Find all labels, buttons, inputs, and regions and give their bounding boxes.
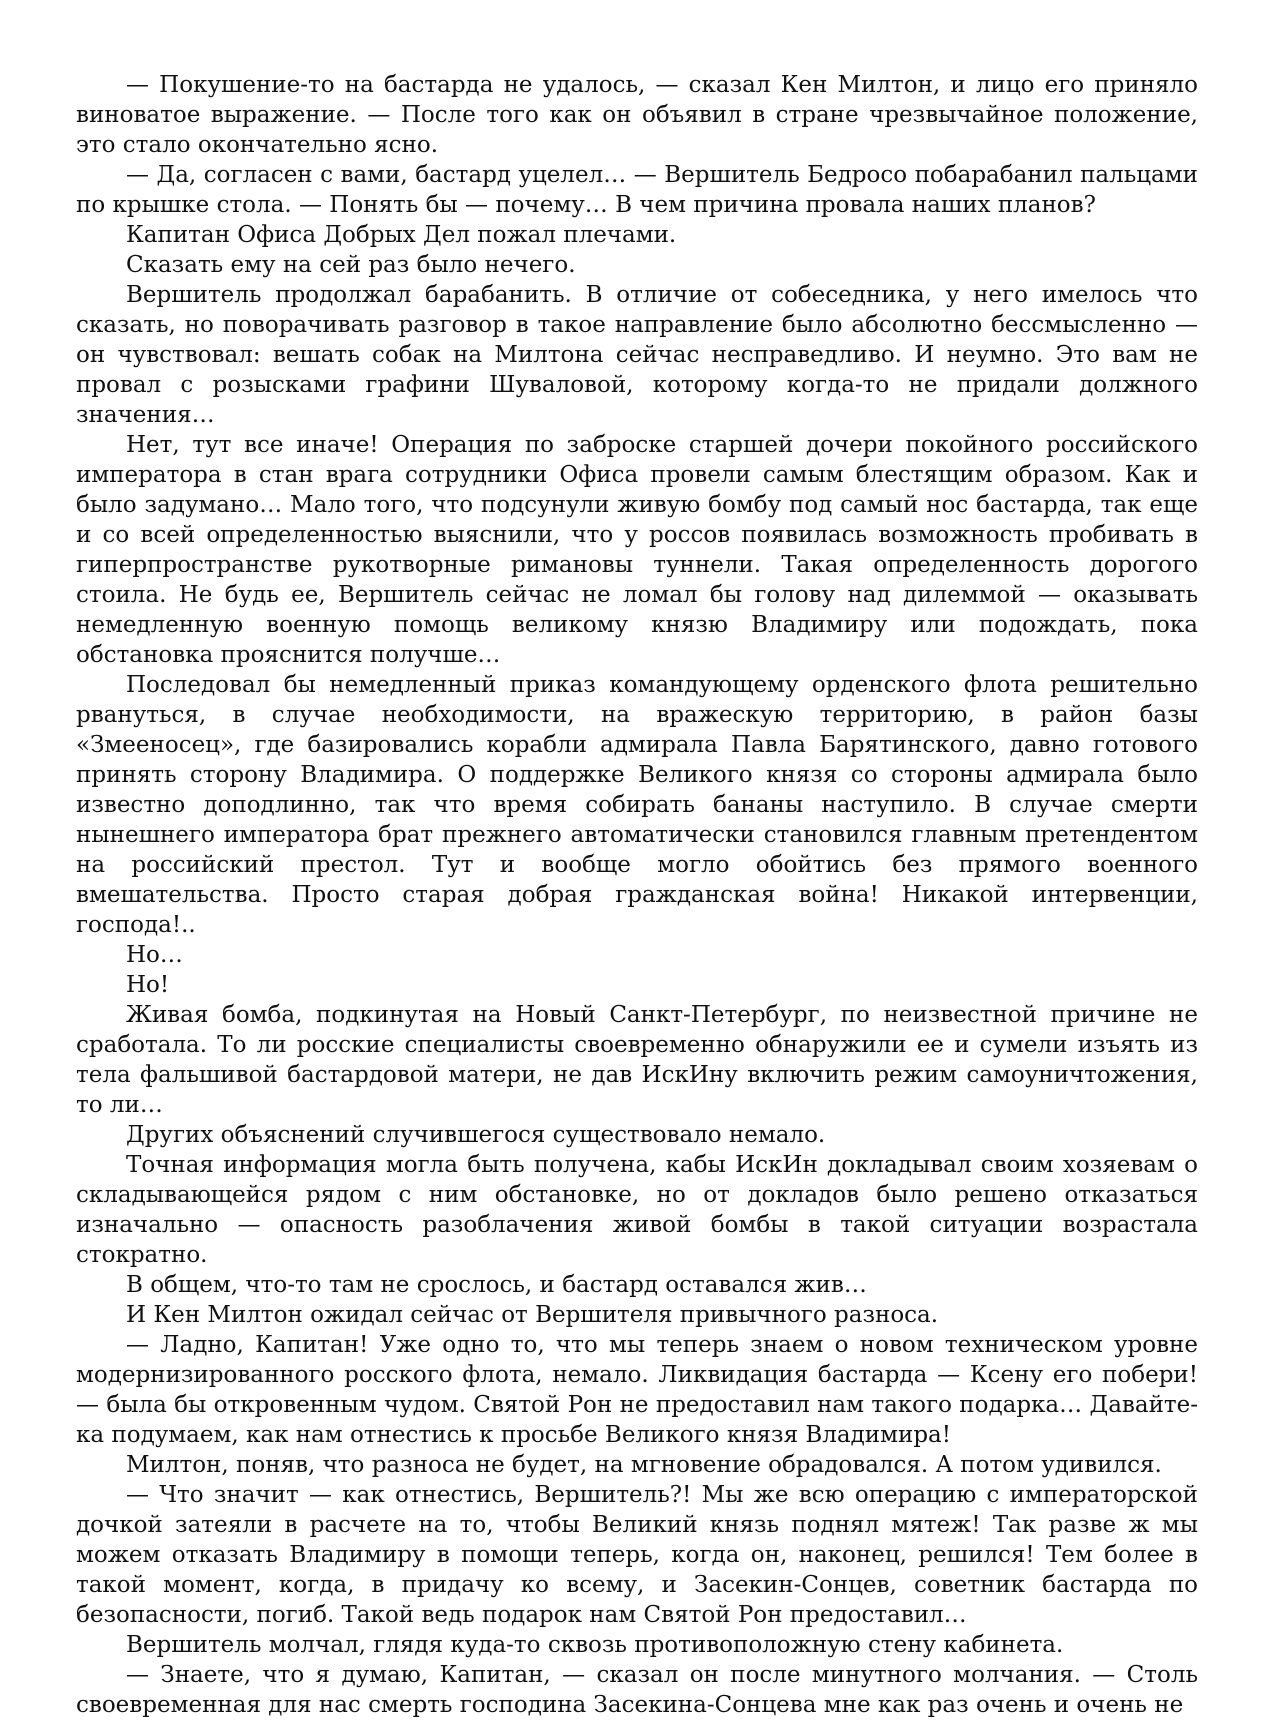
paragraph: Вершитель продолжал барабанить. В отличие от собеседника, у него имелось что сказать, но поворачивать разговор в такое направление было абсолютно бессмысленно — он чувствовал: вешать собак на Милтона сейчас несправедливо. И неумно. Это вам не провал с розысками графини Шуваловой, которому когда-то не придали должного значения… — [76, 282, 1198, 428]
paragraph: Сказать ему на сей раз было нечего. — [126, 252, 576, 278]
paragraph: Последовал бы немедленный приказ командующему орденского флота решительно рвануться, в случае необходимости, на вражескую территорию, в район базы «Змееносец», где базировались корабли адмирала Павла Барятинского, давно готового принять сторону Владимира. О поддержке Великого князя со стороны адмирала было известно доподлинно, так что время собирать бананы наступило. В случае смерти нынешнего императора брат прежнего автоматически становился главным претендентом на российский престол. Тут и вообще могло обойтись без прямого военного вмешательства. Просто старая добрая гражданская война! Никакой интервенции, господа!.. — [76, 672, 1198, 938]
paragraph: Милтон, поняв, что разноса не будет, на мгновение обрадовался. А потом удивился. — [126, 1452, 1162, 1478]
paragraph: — Что значит — как отнестись, Вершитель?! Мы же всю операцию с императорской дочкой затеяли в расчете на то, чтобы Великий князь поднял мятеж! Так разве ж мы можем отказать Владимиру в помощи теперь, когда он, наконец, решился! Тем более в такой момент, когда, в придачу ко всему, и Засекин-Сонцев, советник бастарда по безопасности, погиб. Такой ведь подарок нам Святой Рон предоставил… — [76, 1482, 1198, 1628]
paragraph: Других объяснений случившегося существовало немало. — [126, 1122, 826, 1148]
paragraph: Точная информация могла быть получена, кабы ИскИн докладывал своим хозяевам о складывающейся рядом с ним обстановке, но от докладов было решено отказаться изначально — опасность разоблачения живой бомбы в такой ситуации возрастала стократно. — [76, 1152, 1198, 1268]
paragraph: В общем, что-то там не срослось, и бастард оставался жив… — [126, 1272, 867, 1298]
page-text — [76, 70, 1198, 1720]
paragraph: — Да, согласен с вами, бастард уцелел… — Вершитель Бедросо побарабанил пальцами по крышке стола. — Понять бы — почему… В чем причина провала наших планов? — [76, 162, 1198, 218]
paragraph: — Знаете, что я думаю, Капитан, — сказал он после минутного молчания. — Столь своевременная для нас смерть господина Засекина-Сонцева мне как раз очень и очень не — [76, 1662, 1198, 1718]
paragraph: И Кен Милтон ожидал сейчас от Вершителя привычного разноса. — [126, 1302, 939, 1328]
paragraph: Вершитель молчал, глядя куда-то сквозь противоположную стену кабинета. — [126, 1632, 1064, 1658]
paragraph: Но… — [126, 942, 183, 968]
paragraph: Но! — [126, 972, 170, 998]
paragraph: Нет, тут все иначе! Операция по заброске старшей дочери покойного российского императора в стан врага сотрудники Офиса провели самым блестящим образом. Как и было задумано… Мало того, что подсунули живую бомбу под самый нос бастарда, так еще и со всей определенностью выяснили, что у россов появилась возможность пробивать в гиперпространстве рукотворные римановы туннели. Такая определенность дорогого стоила. Не будь ее, Вершитель сейчас не ломал бы голову над дилеммой — оказывать немедленную военную помощь великому князю Владимиру или подождать, пока обстановка прояснится получше… — [76, 432, 1198, 668]
paragraph: — Ладно, Капитан! Уже одно то, что мы теперь знаем о новом техническом уровне модернизированного росского флота, немало. Ликвидация бастарда — Ксену его побери! — была бы откровенным чудом. Святой Рон не предоставил нам такого подарка… Давайте-ка подумаем, как нам отнестись к просьбе Великого князя Владимира! — [76, 1332, 1198, 1448]
paragraph: Живая бомба, подкинутая на Новый Санкт-Петербург, по неизвестной причине не сработала. То ли росские специалисты своевременно обнаружили ее и сумели изъять из тела фальшивой бастардовой матери, не дав ИскИну включить режим самоуничтожения, то ли… — [76, 1002, 1198, 1118]
paragraph: — Покушение-то на бастарда не удалось, — сказал Кен Милтон, и лицо его приняло виноватое выражение. — После того как он объявил в стране чрезвычайное положение, это стало окончательно ясно. — [76, 72, 1198, 158]
paragraph: Капитан Офиса Добрых Дел пожал плечами. — [126, 222, 677, 248]
